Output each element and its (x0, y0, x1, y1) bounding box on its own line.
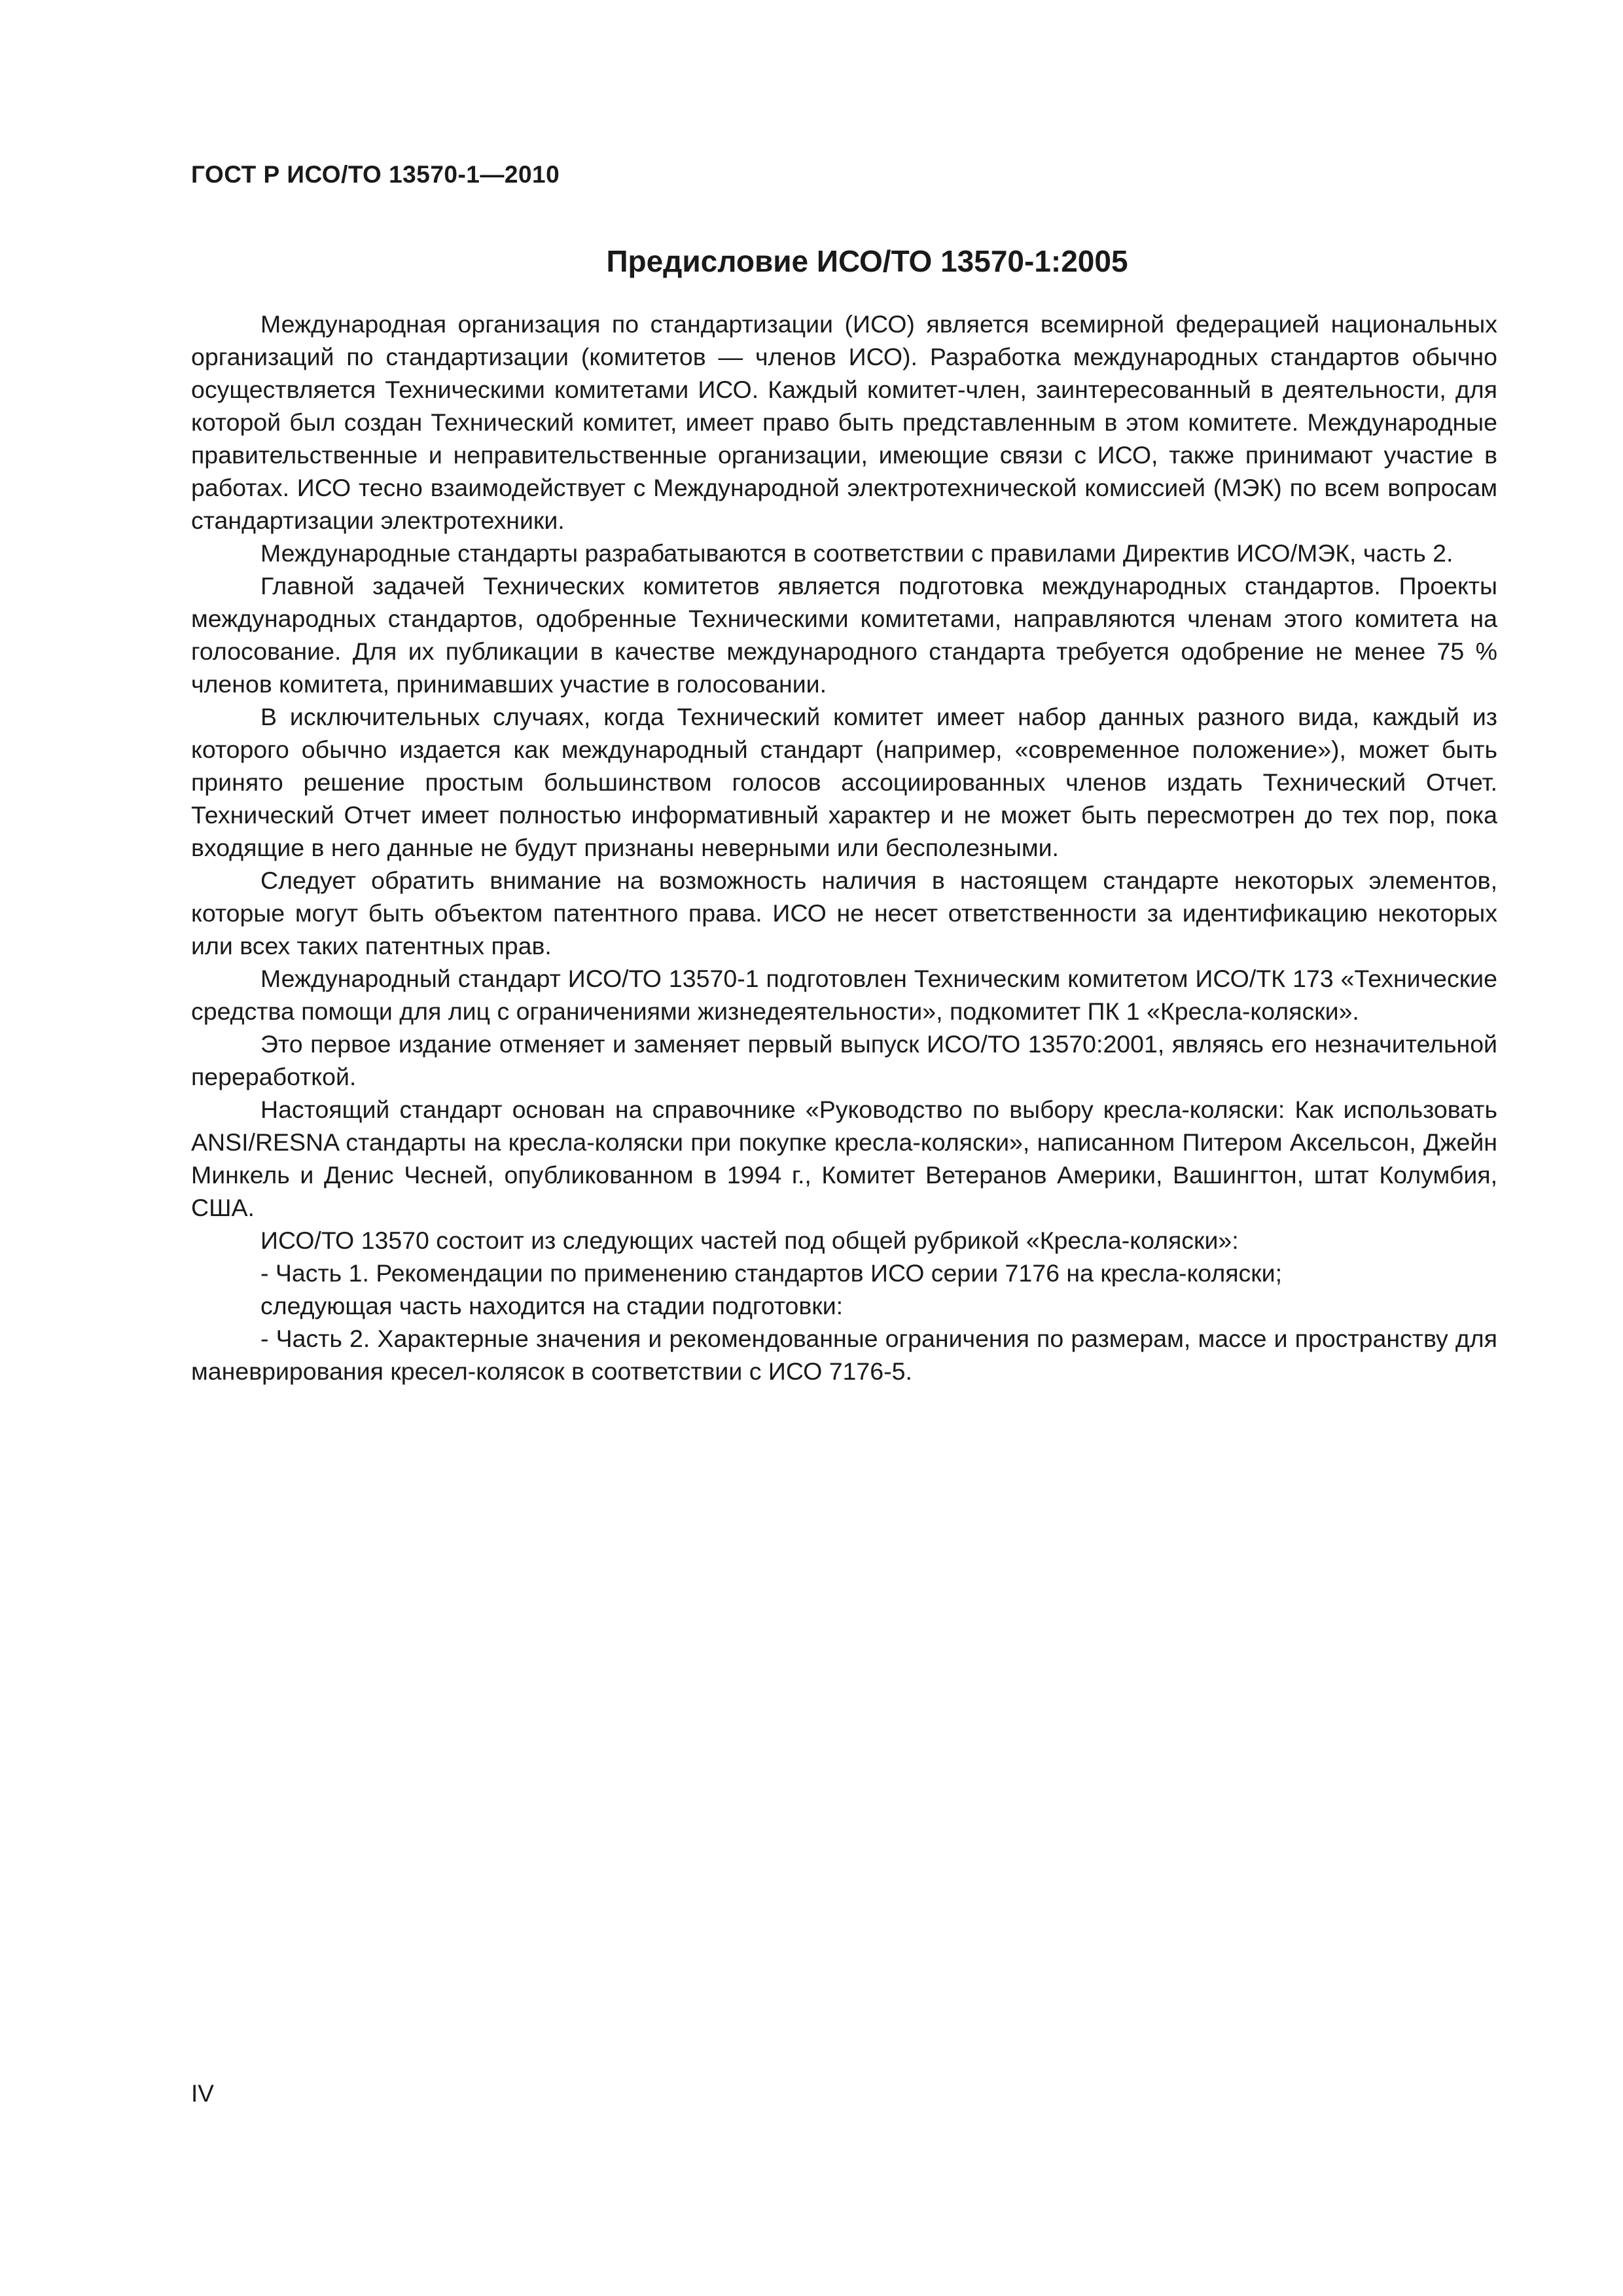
paragraph: Главной задачей Технических комитетов является подготовка международных стандартов. Проекты международных стандартов, одобренные Техническими комитетами, направляются членам этого комитета на голосование. Для их публикации в качестве международного стандарта требуется одобрение не менее 75 % членов комитета, принимавших участие в голосовании. (191, 572, 1497, 698)
paragraph: Настоящий стандарт основан на справочнике «Руководство по выбору кресла-коляски: Как использовать ANSI/RESNA стандарты на кресла-коляски при покупке кресла-коляски», написанном Питером Аксельсон, Джейн Минкель и Денис Чесней, опубликованном в 1994 г., Комитет Ветеранов Америки, Вашингтон, штат Колумбия, США. (191, 1096, 1497, 1221)
paragraph: следующая часть находится на стадии подготовки: (260, 1292, 844, 1319)
page-number: IV (191, 2080, 214, 2107)
running-header: ГОСТ Р ИСО/ТО 13570-1—2010 (191, 161, 560, 188)
paragraph: ИСО/ТО 13570 состоит из следующих частей под общей рубрикой «Кресла-коляски»: (260, 1227, 1239, 1254)
paragraph: Международные стандарты разрабатываются в соответствии с правилами Директив ИСО/МЭК, часть 2. (260, 539, 1454, 567)
section-title: Предисловие ИСО/ТО 13570-1:2005 (606, 244, 1128, 278)
body-text (191, 308, 1497, 1388)
list-item: - Часть 2. Характерные значения и рекомендованные ограничения по размерам, массе и пространству для маневрирования кресел-колясок в соответствии с ИСО 7176-5. (191, 1325, 1497, 1385)
list-item: - Часть 1. Рекомендации по применению стандартов ИСО серии 7176 на кресла-коляски; (260, 1259, 1283, 1287)
paragraph: Следует обратить внимание на возможность наличия в настоящем стандарте некоторых элементов, которые могут быть объектом патентного права. ИСО не несет ответственности за идентификацию некоторых или всех таких патентных прав. (191, 867, 1497, 960)
paragraph: Международная организация по стандартизации (ИСО) является всемирной федерацией национальных организаций по стандартизации (комитетов — членов ИСО). Разработка международных стандартов обычно осуществляется Техническими комитетами ИСО. Каждый комитет-член, заинтересованный в деятельности, для которой был создан Технический комитет, имеет право быть представленным в этом комитете. Международные правительственные и неправительственные организации, имеющие связи с ИСО, также принимают участие в работах. ИСО тесно взаимодействует с Международной электротехнической комиссией (МЭК) по всем вопросам стандартизации электротехники. (191, 310, 1497, 534)
paragraph: Это первое издание отменяет и заменяет первый выпуск ИСО/ТО 13570:2001, являясь его незначительной переработкой. (191, 1030, 1497, 1090)
paragraph: Международный стандарт ИСО/ТО 13570-1 подготовлен Техническим комитетом ИСО/ТК 173 «Технические средства помощи для лиц с ограничениями жизнедеятельности», подкомитет ПК 1 «Кресла-коляски». (191, 965, 1497, 1025)
paragraph: В исключительных случаях, когда Технический комитет имеет набор данных разного вида, каждый из которого обычно издается как международный стандарт (например, «современное положение»), может быть принято решение простым большинством голосов ассоциированных членов издать Технический Отчет. Технический Отчет имеет полностью информативный характер и не может быть пересмотрен до тех пор, пока входящие в него данные не будут признаны неверными или бесполезными. (191, 703, 1497, 861)
